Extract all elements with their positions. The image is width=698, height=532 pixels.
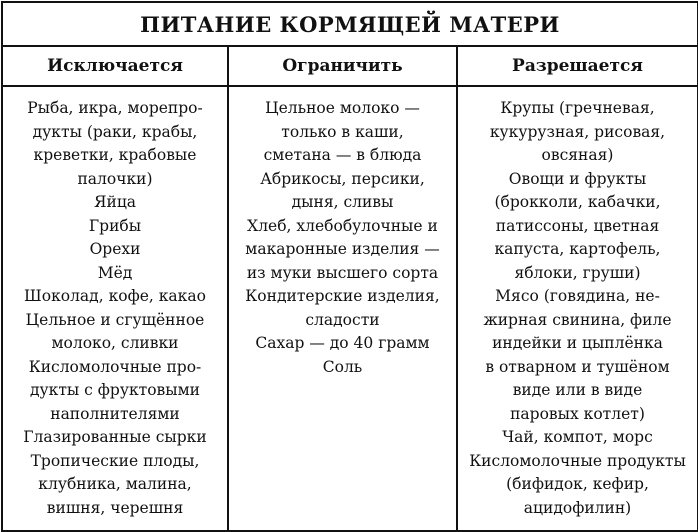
cell-line: дукты (раки, крабы, xyxy=(32,122,198,141)
cell-line: Сахар — до 40 грамм xyxy=(255,334,430,352)
cell-line: Мясо (говядина, не- xyxy=(495,287,660,305)
cell-line: дукты с фруктовыми xyxy=(29,381,200,399)
header-row xyxy=(3,47,697,87)
cell-line: палочки) xyxy=(77,169,153,188)
table-title: ПИТАНИЕ КОРМЯЩЕЙ МАТЕРИ xyxy=(3,3,697,47)
cell-line: индейки и цыплёнка xyxy=(492,334,663,352)
cell-line: Шоколад, кофе, какао xyxy=(24,287,206,305)
cell-line: Грибы xyxy=(88,216,142,235)
cell-line: Хлеб, хлебобулочные и xyxy=(247,216,438,235)
cell-line: вишня, черешня xyxy=(46,498,184,517)
cell-line: Кисломолочные про- xyxy=(28,357,202,376)
cell-line: из муки высшего сорта xyxy=(246,263,439,282)
column-allowed xyxy=(458,87,697,530)
cell-line: Цельное и сгущённое xyxy=(25,310,205,329)
cell-line: Яйца xyxy=(93,193,137,211)
cell-line: Чай, компот, морс xyxy=(502,428,653,446)
cell-line: капуста, картофель, xyxy=(494,240,661,258)
cell-line: Мёд xyxy=(97,263,133,282)
cell-line: сладости xyxy=(305,310,380,329)
cell-line: ацидофилин) xyxy=(523,498,632,517)
cell-line: патиссоны, цветная xyxy=(495,216,660,235)
cell-line: клубника, малина, xyxy=(38,475,192,493)
cell-line: дыня, сливы xyxy=(291,193,394,211)
cell-line: Цельное молоко — xyxy=(265,99,420,117)
cell-line: наполнителями xyxy=(50,404,180,423)
cell-line: жирная свинина, филе xyxy=(483,310,672,329)
cell-line: молоко, сливки xyxy=(51,334,179,352)
cell-line: Овощи и фрукты xyxy=(508,169,647,188)
cell-line: в отварном и тушёном xyxy=(485,357,670,376)
cell-line: только в каши, xyxy=(281,122,404,141)
column-header-allowed: Разрешается xyxy=(512,56,643,76)
cell-line: креветки, крабовые xyxy=(33,146,197,164)
cell-line: Рыба, икра, морепро- xyxy=(27,99,203,117)
cell-line: Тропические плоды, xyxy=(30,451,200,470)
cell-line: (бифидок, кефир, xyxy=(506,475,649,493)
column-header-excluded: Исключается xyxy=(3,47,229,85)
column-excluded xyxy=(3,87,229,530)
column-header-limit: Ограничить xyxy=(229,47,458,85)
cell-line: Абрикосы, персики, xyxy=(260,169,425,188)
body-row xyxy=(3,87,697,530)
cell-line: виде или в виде xyxy=(512,381,643,399)
cell-line: паровых котлет) xyxy=(510,404,645,423)
cell-line: Кондитерские изделия, xyxy=(245,287,440,305)
cell-line: Кисломолочные продукты xyxy=(469,451,686,470)
cell-line: кукурузная, рисовая, xyxy=(489,122,666,141)
cell-line: яблоки, груши) xyxy=(514,263,641,282)
cell-line: сметана — в блюда xyxy=(263,146,422,164)
cell-line: Соль xyxy=(322,357,363,376)
cell-line: овсяная) xyxy=(541,146,614,164)
column-limit xyxy=(229,87,458,530)
nutrition-table xyxy=(1,1,698,532)
cell-line: Глазированные сырки xyxy=(23,428,207,446)
cell-line: (брокколи, кабачки, xyxy=(494,193,661,211)
cell-line: Крупы (гречневая, xyxy=(500,99,655,117)
cell-line: макаронные изделия — xyxy=(245,240,440,258)
cell-line: Орехи xyxy=(89,240,141,258)
